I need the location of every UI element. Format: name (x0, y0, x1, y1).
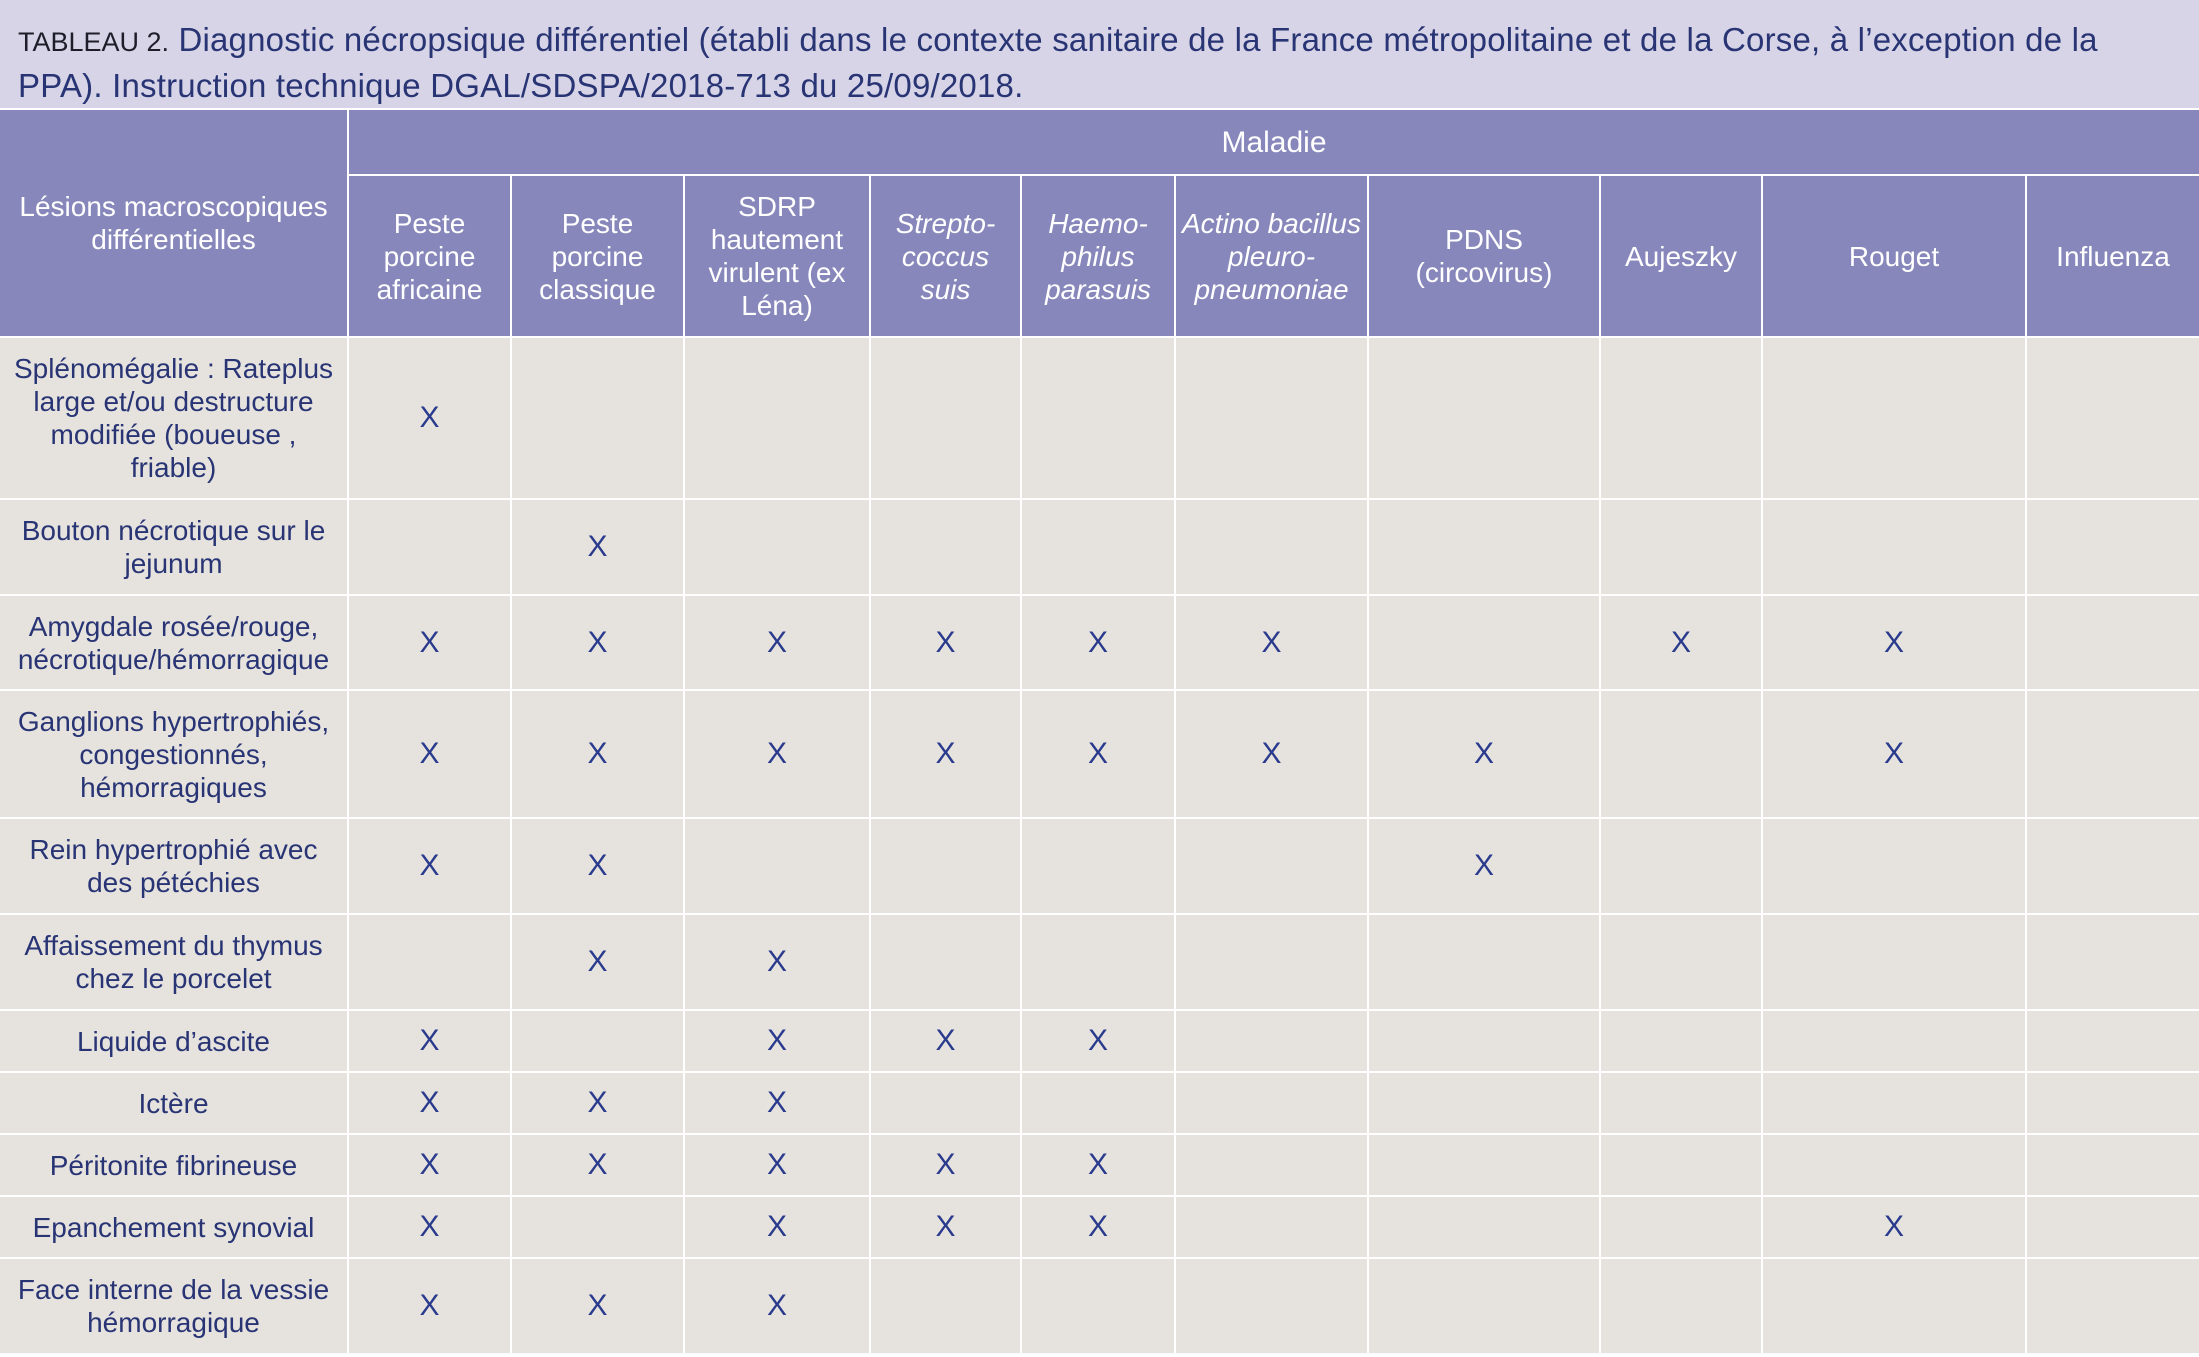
mark-cell (1175, 1072, 1368, 1134)
lesion-cell: Affaissement du thymus chez le porcelet (0, 914, 348, 1010)
mark-cell: X (1021, 1010, 1175, 1072)
mark-cell: X (511, 818, 684, 914)
table-row (0, 1134, 2199, 1196)
mark-cell: X (348, 818, 511, 914)
mark-cell: X (1175, 690, 1368, 818)
mark-cell (684, 499, 870, 595)
mark-cell: X (870, 690, 1021, 818)
mark-cell: X (348, 1010, 511, 1072)
mark-cell: X (348, 595, 511, 690)
mark-cell: X (870, 1196, 1021, 1258)
mark-cell: X (1368, 818, 1600, 914)
caption-prefix: TABLEAU 2. (18, 27, 170, 57)
group-header-maladie: Maladie (348, 109, 2199, 175)
mark-cell (684, 818, 870, 914)
mark-cell (2026, 595, 2199, 690)
column-header: Peste porcine classique (511, 175, 684, 337)
mark-cell (1600, 337, 1762, 499)
mark-cell (1600, 818, 1762, 914)
mark-cell: X (511, 1134, 684, 1196)
mark-cell (1368, 1072, 1600, 1134)
mark-cell (2026, 914, 2199, 1010)
lesion-cell: Péritonite fibrineuse (0, 1134, 348, 1196)
mark-cell: X (348, 690, 511, 818)
mark-cell (1175, 818, 1368, 914)
lesion-cell: Epanchement synovial (0, 1196, 348, 1258)
mark-cell (1175, 499, 1368, 595)
column-header: Influenza (2026, 175, 2199, 337)
mark-cell (2026, 690, 2199, 818)
mark-cell (1368, 595, 1600, 690)
mark-cell: X (511, 914, 684, 1010)
table-row (0, 1196, 2199, 1258)
mark-cell (1175, 1010, 1368, 1072)
mark-cell (1762, 1010, 2026, 1072)
mark-cell (1021, 914, 1175, 1010)
mark-cell: X (870, 1010, 1021, 1072)
table-body (0, 337, 2199, 1354)
lesion-cell: Ganglions hypertrophiés, congestionnés, hémorragiques (0, 690, 348, 818)
mark-cell: X (348, 1134, 511, 1196)
mark-cell (1175, 337, 1368, 499)
mark-cell (511, 1010, 684, 1072)
mark-cell (1762, 1072, 2026, 1134)
mark-cell: X (1021, 595, 1175, 690)
mark-cell (1600, 1072, 1762, 1134)
mark-cell: X (684, 1010, 870, 1072)
mark-cell (2026, 818, 2199, 914)
caption-text: Diagnostic nécropsique différentiel (établi dans le contexte sanitaire de la France métropolitaine et de la Corse, à l’exception de la PPA). Instruction technique DGAL/SDSPA/2018-713 du 25/09/2018. (18, 21, 2098, 104)
mark-cell (1368, 1010, 1600, 1072)
mark-cell: X (684, 1258, 870, 1354)
mark-cell: X (1368, 690, 1600, 818)
lesion-cell: Splénomégalie : Rateplus large et/ou destructure modifiée (boueuse , friable) (0, 337, 348, 499)
mark-cell: X (1762, 595, 2026, 690)
mark-cell (1600, 690, 1762, 818)
column-header: Aujeszky (1600, 175, 1762, 337)
mark-cell: X (1762, 690, 2026, 818)
mark-cell: X (1021, 1196, 1175, 1258)
mark-cell (1762, 337, 2026, 499)
column-header: Strepto-coccus suis (870, 175, 1021, 337)
mark-cell (1021, 818, 1175, 914)
column-header: PDNS (circovirus) (1368, 175, 1600, 337)
mark-cell (1368, 1196, 1600, 1258)
mark-cell: X (684, 1072, 870, 1134)
mark-cell: X (1021, 1134, 1175, 1196)
table-row (0, 1010, 2199, 1072)
mark-cell (1175, 1258, 1368, 1354)
mark-cell (2026, 1134, 2199, 1196)
column-header: Peste porcine africaine (348, 175, 511, 337)
table-row (0, 914, 2199, 1010)
mark-cell: X (1021, 690, 1175, 818)
mark-cell: X (511, 595, 684, 690)
column-header: Haemo-philus parasuis (1021, 175, 1175, 337)
mark-cell: X (870, 1134, 1021, 1196)
table-row (0, 595, 2199, 690)
lesion-cell: Ictère (0, 1072, 348, 1134)
mark-cell (1600, 1258, 1762, 1354)
mark-cell (870, 818, 1021, 914)
mark-cell (348, 914, 511, 1010)
mark-cell (870, 1258, 1021, 1354)
mark-cell: X (1762, 1196, 2026, 1258)
differential-diagnosis-table (0, 108, 2199, 1355)
mark-cell: X (870, 595, 1021, 690)
table-caption (0, 0, 2199, 108)
lesion-cell: Rein hypertrophié avec des pétéchies (0, 818, 348, 914)
mark-cell (511, 1196, 684, 1258)
mark-cell (348, 499, 511, 595)
mark-cell (870, 1072, 1021, 1134)
column-header: Rouget (1762, 175, 2026, 337)
table-row (0, 690, 2199, 818)
mark-cell (870, 914, 1021, 1010)
lesion-cell: Liquide d’ascite (0, 1010, 348, 1072)
mark-cell (2026, 1010, 2199, 1072)
mark-cell (511, 337, 684, 499)
mark-cell (1762, 1134, 2026, 1196)
mark-cell (1175, 1196, 1368, 1258)
mark-cell (1600, 1196, 1762, 1258)
mark-cell: X (511, 1072, 684, 1134)
row-header-lesions: Lésions macroscopiques différentielles (0, 109, 348, 337)
mark-cell: X (684, 914, 870, 1010)
mark-cell (1600, 914, 1762, 1010)
mark-cell (1021, 499, 1175, 595)
mark-cell: X (348, 337, 511, 499)
mark-cell: X (684, 595, 870, 690)
table-row (0, 1072, 2199, 1134)
mark-cell (1368, 914, 1600, 1010)
mark-cell (870, 499, 1021, 595)
table-row (0, 499, 2199, 595)
table-row (0, 1258, 2199, 1354)
mark-cell (1368, 337, 1600, 499)
mark-cell (1021, 1258, 1175, 1354)
mark-cell (2026, 499, 2199, 595)
mark-cell (1600, 499, 1762, 595)
mark-cell (1762, 1258, 2026, 1354)
mark-cell: X (684, 1134, 870, 1196)
mark-cell (684, 337, 870, 499)
column-header: Actino bacillus pleuro-pneumoniae (1175, 175, 1368, 337)
mark-cell (1762, 818, 2026, 914)
mark-cell (1368, 1258, 1600, 1354)
mark-cell (1368, 499, 1600, 595)
mark-cell (1021, 1072, 1175, 1134)
mark-cell: X (684, 1196, 870, 1258)
table-row (0, 337, 2199, 499)
mark-cell (1762, 499, 2026, 595)
mark-cell (1368, 1134, 1600, 1196)
mark-cell (1021, 337, 1175, 499)
mark-cell (1175, 1134, 1368, 1196)
mark-cell (1175, 914, 1368, 1010)
mark-cell (2026, 1072, 2199, 1134)
mark-cell: X (1175, 595, 1368, 690)
mark-cell: X (511, 499, 684, 595)
lesion-cell: Bouton nécrotique sur le jejunum (0, 499, 348, 595)
mark-cell: X (348, 1072, 511, 1134)
mark-cell: X (348, 1258, 511, 1354)
lesion-cell: Amygdale rosée/rouge, nécrotique/hémorragique (0, 595, 348, 690)
mark-cell (2026, 1258, 2199, 1354)
mark-cell (1762, 914, 2026, 1010)
mark-cell (2026, 1196, 2199, 1258)
mark-cell: X (511, 690, 684, 818)
mark-cell (2026, 337, 2199, 499)
table-row (0, 818, 2199, 914)
mark-cell: X (684, 690, 870, 818)
mark-cell (1600, 1010, 1762, 1072)
mark-cell: X (1600, 595, 1762, 690)
mark-cell (1600, 1134, 1762, 1196)
mark-cell (870, 337, 1021, 499)
mark-cell: X (511, 1258, 684, 1354)
lesion-cell: Face interne de la vessie hémorragique (0, 1258, 348, 1354)
mark-cell: X (348, 1196, 511, 1258)
column-header: SDRP hautement virulent (ex Léna) (684, 175, 870, 337)
